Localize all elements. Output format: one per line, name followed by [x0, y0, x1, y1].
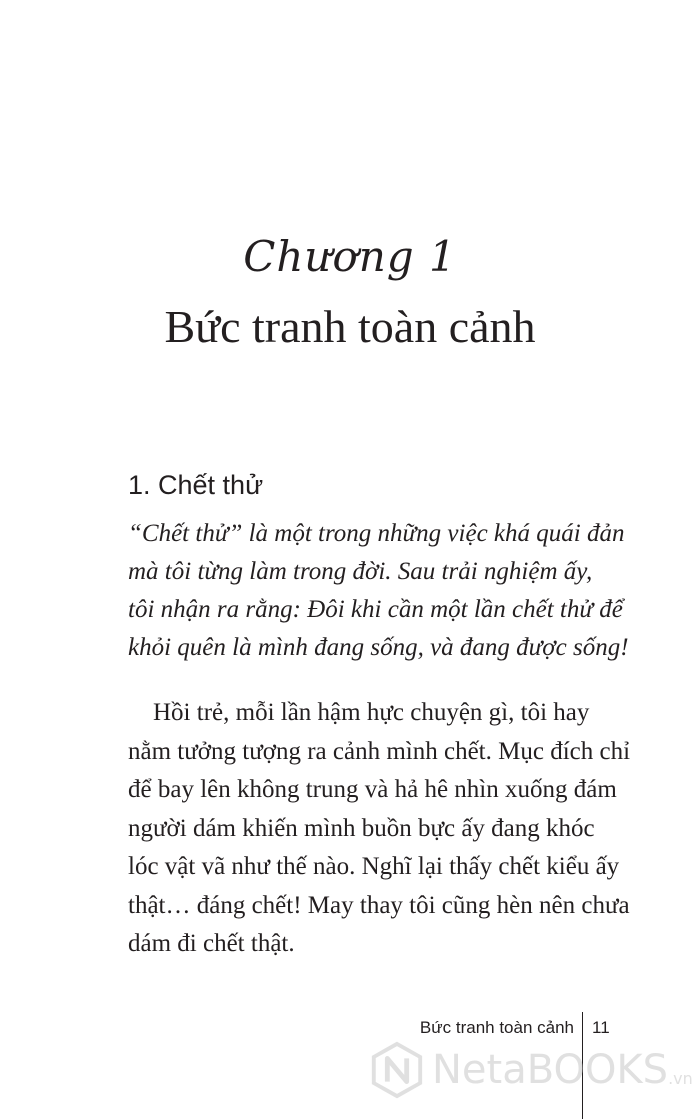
running-footer-title: Bức tranh toàn cảnh [419, 1018, 574, 1037]
netabooks-logo-icon [368, 1041, 426, 1099]
section-heading: 1. Chết thử [128, 470, 264, 500]
body-line: để bay lên không trung và hả hê nhìn xuống đám [128, 776, 617, 803]
body-line: dám đi chết thật. [128, 930, 295, 957]
body-line: người dám khiến mình buồn bực ấy đang khóc [128, 814, 595, 842]
watermark-suffix: .vn [668, 1069, 693, 1088]
epigraph-line: “Chết thử” là một trong những việc khá quái đản [128, 520, 625, 547]
epigraph-line: tôi nhận ra rằng: Đôi khi cần một lần chết thử để [128, 596, 623, 623]
body-line: Hồi trẻ, mỗi lần hậm hực chuyện gì, tôi hay [128, 699, 590, 726]
epigraph-line: khỏi quên là mình đang sống, và đang được sống! [128, 634, 629, 661]
watermark [368, 1040, 693, 1100]
body-line: lóc vật vã như thế nào. Nghĩ lại thấy chết kiểu ấy [128, 853, 620, 880]
epigraph-line: mà tôi từng làm trong đời. Sau trải nghiệm ấy, [128, 558, 593, 585]
body-paragraph [128, 694, 631, 964]
watermark-text: NetaBOOKS [432, 1047, 669, 1093]
page-number: 11 [592, 1018, 610, 1037]
chapter-title: Bức tranh toàn cảnh [164, 301, 536, 352]
body-line: thật… đáng chết! May thay tôi cũng hèn nên chưa [128, 891, 630, 919]
body-line: nằm tưởng tượng ra cảnh mình chết. Mục đích chỉ [128, 737, 631, 765]
epigraph [128, 515, 628, 667]
chapter-label: Chương 1 [243, 232, 457, 281]
